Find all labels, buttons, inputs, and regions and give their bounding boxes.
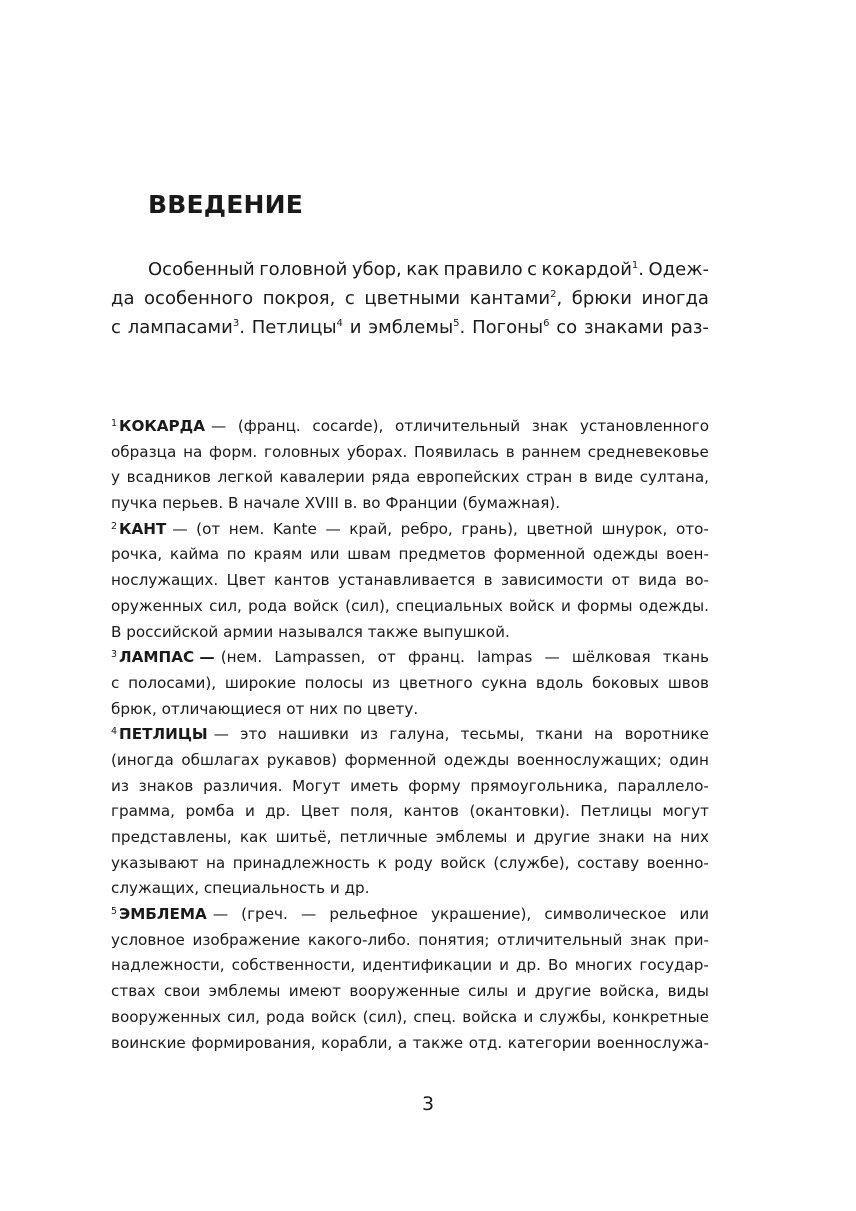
footnote-text xyxy=(221,645,709,671)
main-text-line-1 xyxy=(111,255,709,285)
footnote-word: одежды xyxy=(443,750,510,769)
footnote-word: представлены, xyxy=(111,828,232,846)
footnote-ref: 2 xyxy=(550,289,557,300)
footnote-word: категории xyxy=(507,1033,592,1052)
footnote-word: боковых xyxy=(592,673,660,692)
footnote-word: надлежности, xyxy=(111,956,225,975)
footnote-word: корабли, xyxy=(321,1033,393,1052)
footnote-word: полосами), xyxy=(128,673,217,692)
footnote-word: ромба xyxy=(185,802,235,821)
footnote-word: формирования, xyxy=(191,1033,316,1052)
word: Особенный xyxy=(148,259,255,280)
footnote-ref: 4 xyxy=(336,318,343,329)
footnote-word: форм. xyxy=(209,442,258,461)
footnote-1-line xyxy=(111,491,709,517)
word: Петлицы xyxy=(251,317,337,338)
footnote-3-line xyxy=(111,671,709,697)
footnote-text xyxy=(111,851,709,877)
footnote-word: на xyxy=(652,828,672,846)
footnote-4-line xyxy=(111,722,709,748)
footnote-word: цветного xyxy=(398,673,473,692)
footnote-2-line xyxy=(111,517,709,543)
footnote-word: Цвет xyxy=(226,571,266,590)
footnote-word: Lampassen, xyxy=(274,648,366,667)
footnote-word: кантов xyxy=(403,802,459,821)
footnote-word: вооруженных xyxy=(111,1007,222,1026)
footnote-word: на xyxy=(205,853,226,872)
footnote-word: многих xyxy=(574,956,633,975)
footnote-word: войск xyxy=(293,596,339,615)
footnote-word: или xyxy=(679,905,709,924)
footnote-word: знак xyxy=(531,417,569,435)
footnote-2-line xyxy=(111,568,709,594)
footnote-word: — xyxy=(301,905,317,924)
footnote-word: стран xyxy=(526,468,573,487)
word-with-footnote-ref xyxy=(472,313,549,343)
page-heading: ВВЕДЕНИЕ xyxy=(148,190,304,219)
footnote-word: грань), xyxy=(461,519,518,538)
word: кокардой xyxy=(541,259,632,280)
footnote-number: 3 xyxy=(111,649,118,661)
footnote-word: Появилась xyxy=(414,442,500,461)
word: Погоны xyxy=(472,317,544,338)
footnote-word: эмблемы xyxy=(208,982,281,1001)
word-with-footnote-ref xyxy=(542,255,644,285)
footnote-word: Могут xyxy=(292,776,341,795)
footnote-number: 4 xyxy=(111,726,118,738)
punctuation: , xyxy=(556,288,563,309)
footnote-number: 2 xyxy=(111,520,118,532)
footnote-word: средневековье xyxy=(587,442,709,461)
footnote-text xyxy=(111,825,709,851)
word: убор, xyxy=(351,259,402,280)
footnote-term: ЛАМПАС — xyxy=(119,648,215,667)
footnote-word: нем. xyxy=(228,519,265,538)
footnote-word: военнослужа- xyxy=(596,1033,709,1052)
footnote-word: войска, xyxy=(599,982,660,1001)
footnote-word: всадников xyxy=(126,468,211,487)
footnote-word: к xyxy=(377,853,387,872)
footnote-word: виде xyxy=(594,468,634,487)
footnote-5-line xyxy=(111,953,709,979)
footnote-word: условное xyxy=(111,930,185,949)
footnote-5-line xyxy=(111,1005,709,1031)
footnote-word: оруженных xyxy=(111,596,203,615)
footnote-word: нослужащих. xyxy=(111,571,219,590)
footnote-word: (от xyxy=(196,519,221,538)
word-with-footnote-ref xyxy=(470,284,563,314)
footnote-text xyxy=(111,774,709,800)
footnote-text xyxy=(111,440,709,466)
footnote-word: войск xyxy=(440,853,486,872)
footnote-ref: 5 xyxy=(453,318,460,329)
footnote-ref: 3 xyxy=(232,318,240,329)
footnote-4-line xyxy=(111,748,709,774)
footnote-word: франц. xyxy=(407,648,465,667)
footnote-1-line xyxy=(111,414,709,440)
word: со xyxy=(556,317,578,338)
footnote-word: из xyxy=(371,673,390,692)
footnote-word: роду xyxy=(394,853,433,872)
footnote-word: вдоль xyxy=(535,673,584,692)
footnote-word: cocarde), xyxy=(312,417,384,435)
footnote-2-line xyxy=(111,594,709,620)
footnote-word: рода xyxy=(266,1007,305,1026)
footnote-ref: 6 xyxy=(543,318,550,329)
footnote-word: силы xyxy=(468,982,509,1001)
footnote-word: формы xyxy=(577,596,633,615)
footnote-word: принадлежность xyxy=(232,853,371,872)
footnote-word: установленного xyxy=(579,417,709,435)
footnote-word: также xyxy=(412,1033,464,1052)
punctuation: . xyxy=(638,259,645,280)
footnote-word: зависимости xyxy=(500,571,604,590)
footnote-word: — xyxy=(211,417,227,435)
footnote-word: образца xyxy=(111,442,177,461)
footnote-text: В российской армии назывался также выпушкой. xyxy=(111,622,510,641)
footnote-text xyxy=(111,799,709,825)
word: с xyxy=(111,317,121,338)
word-with-footnote-ref xyxy=(128,313,245,343)
footnote-word: могут xyxy=(662,802,709,821)
footnote-word: петличные xyxy=(339,828,428,846)
footnote-text xyxy=(111,1031,709,1057)
footnote-word: нашивки xyxy=(277,725,349,744)
footnote-word: швам xyxy=(347,545,391,564)
footnote-text xyxy=(111,1005,709,1031)
footnote-word: обшлагах xyxy=(181,750,260,769)
footnote-word: них xyxy=(680,828,709,846)
footnote-3-line xyxy=(111,697,709,723)
footnote-word: имеют xyxy=(288,982,342,1001)
footnote-word: и xyxy=(516,982,527,1001)
footnote-word: и xyxy=(244,802,255,821)
footnote-word: воротнике xyxy=(624,725,709,744)
word: иногда xyxy=(641,288,709,309)
footnote-word: легкой xyxy=(217,468,273,487)
footnote-word: ряда xyxy=(371,468,411,487)
footnote-word: форменной xyxy=(344,750,437,769)
footnote-word: по xyxy=(226,545,246,564)
word: лампасами xyxy=(127,317,233,338)
footnote-word: (иногда xyxy=(111,750,174,769)
footnote-text: служащих, специальность и др. xyxy=(111,879,370,898)
word: особенного xyxy=(144,288,254,309)
footnote-word: шитьё, xyxy=(275,828,332,846)
footnote-word: государ- xyxy=(639,956,709,975)
footnote-word: европейских xyxy=(416,468,520,487)
punctuation: . xyxy=(239,317,245,338)
footnote-word: войск xyxy=(310,1007,357,1026)
footnote-word: или xyxy=(310,545,340,564)
footnote-2-line xyxy=(111,542,709,568)
footnote-text xyxy=(111,568,709,594)
footnote-5-line xyxy=(111,902,709,928)
footnote-text xyxy=(213,902,709,928)
word: эмблемы xyxy=(368,317,454,338)
footnote-word: как xyxy=(239,828,268,846)
footnote-word: военно- xyxy=(646,853,709,872)
footnote-ref: 1 xyxy=(631,260,639,271)
footnote-word: это xyxy=(240,725,267,744)
word: брюки xyxy=(571,288,632,309)
word-with-footnote-ref xyxy=(368,313,465,343)
footnote-4-line xyxy=(111,799,709,825)
footnote-5-line xyxy=(111,979,709,1005)
footnote-word: в xyxy=(483,571,493,590)
word: с xyxy=(527,259,538,280)
footnote-word: форму xyxy=(408,776,461,795)
footnote-word: (службе), xyxy=(493,853,570,872)
footnote-1-line xyxy=(111,465,709,491)
footnote-word: уборах. xyxy=(346,442,408,461)
footnote-word: рельефное xyxy=(329,905,418,924)
footnote-word: поля, xyxy=(350,802,394,821)
footnote-word: от xyxy=(611,571,630,590)
footnote-word: (франц. xyxy=(237,417,301,435)
footnote-word: — xyxy=(212,905,229,924)
word: Одеж- xyxy=(648,259,709,280)
footnote-3-line xyxy=(111,645,709,671)
footnote-word: раннем xyxy=(521,442,582,461)
word: с xyxy=(344,288,355,309)
footnote-word: воен- xyxy=(665,545,709,564)
footnote-word: кантов xyxy=(274,571,330,590)
word: да xyxy=(111,288,135,309)
footnote-term: КАНТ xyxy=(119,519,167,538)
footnote-word: и xyxy=(499,956,509,975)
footnote-word: от xyxy=(377,648,396,667)
footnote-word: в xyxy=(505,442,515,461)
footnote-word: устанавливается xyxy=(337,571,476,590)
footnote-word: (окантовки). xyxy=(469,802,570,821)
footnote-text xyxy=(111,928,709,954)
footnote-5-line xyxy=(111,928,709,954)
footnote-word: (сил), xyxy=(362,1007,408,1026)
footnote-word: параллело- xyxy=(617,776,709,795)
footnote-word: и xyxy=(523,1007,534,1026)
footnote-word: службы, xyxy=(539,1007,607,1026)
footnote-text xyxy=(111,542,709,568)
footnote-word: головных xyxy=(263,442,341,461)
footnote-word: символическое xyxy=(544,905,667,924)
footnote-text xyxy=(211,414,709,440)
footnote-word: у xyxy=(111,468,120,487)
footnote-word: предметов xyxy=(398,545,486,564)
footnote-word: кайма xyxy=(169,545,220,564)
footnote-word: из xyxy=(111,776,129,795)
footnote-word: Kante xyxy=(272,519,317,538)
footnote-word: отличительный xyxy=(394,417,521,435)
footnote-word: отд. xyxy=(468,1033,503,1052)
footnote-word: знаки xyxy=(598,828,645,846)
footnote-1-line xyxy=(111,440,709,466)
footnote-word: ото- xyxy=(675,519,709,538)
footnote-text xyxy=(111,748,709,774)
footnote-word: ствах xyxy=(111,982,156,1001)
footnote-term: ЭМБЛЕМА xyxy=(119,905,207,924)
footnote-word: (сил), xyxy=(345,596,390,615)
footnote-word: полосы xyxy=(304,673,364,692)
footnote-word: различия. xyxy=(203,776,283,795)
footnote-word: составу xyxy=(577,853,640,872)
word: цветными xyxy=(364,288,461,309)
footnote-text xyxy=(214,722,709,748)
footnote-word: (греч. xyxy=(241,905,288,924)
footnote-word: Петлицы xyxy=(580,802,652,821)
footnote-word: краям xyxy=(253,545,303,564)
footnote-word: а xyxy=(397,1033,408,1052)
footnote-word: войска xyxy=(462,1007,518,1026)
footnote-term: КОКАРДА xyxy=(119,417,205,435)
footnote-text: пучка перьев. В начале XVIII в. во Франции (бумажная). xyxy=(111,494,561,513)
footnote-word: кавалерии xyxy=(279,468,365,487)
footnote-word: lampas xyxy=(477,648,533,667)
footnote-word: султана, xyxy=(639,468,709,487)
footnote-word: вооруженные xyxy=(349,982,460,1001)
footnote-word: сукна xyxy=(481,673,528,692)
footnote-term: ПЕТЛИЦЫ xyxy=(119,725,208,744)
footnote-text xyxy=(111,671,709,697)
footnote-word: широкие xyxy=(224,673,296,692)
footnote-word: — xyxy=(544,648,560,667)
footnote-word: другие xyxy=(534,982,592,1001)
main-text-line-3 xyxy=(111,313,709,343)
footnote-word: один xyxy=(669,750,709,769)
footnote-word: спец. xyxy=(413,1007,457,1026)
footnote-word: во- xyxy=(685,571,709,590)
footnote-4-line xyxy=(111,825,709,851)
footnote-word: тесьмы, xyxy=(460,725,525,744)
footnote-2-line xyxy=(111,620,709,646)
footnote-word: ребро, xyxy=(400,519,453,538)
footnote-word: Цвет xyxy=(300,802,340,821)
footnote-word: сил, xyxy=(227,1007,260,1026)
footnote-word: какого-либо. xyxy=(307,930,411,949)
footnote-word: эмблемы xyxy=(435,828,508,846)
footnote-number: 1 xyxy=(111,418,118,429)
footnote-word: вида xyxy=(638,571,677,590)
footnote-word: идентификации xyxy=(362,956,493,975)
footnote-word: др. xyxy=(515,956,541,975)
word: и xyxy=(349,317,362,338)
footnote-word: специальных xyxy=(396,596,503,615)
main-text-line-2 xyxy=(111,284,709,314)
footnote-word: на xyxy=(183,442,203,461)
footnote-word: край, xyxy=(349,519,393,538)
footnotes xyxy=(111,414,709,1056)
word: головной xyxy=(259,259,348,280)
footnote-text xyxy=(111,465,709,491)
footnote-word: при- xyxy=(674,930,709,949)
footnote-text: брюк, отличающиеся от них по цвету. xyxy=(111,699,419,718)
footnote-word: воинские xyxy=(111,1033,186,1052)
word-with-footnote-ref xyxy=(252,313,343,343)
word: правило xyxy=(443,259,523,280)
footnote-word: отличительный xyxy=(497,930,623,949)
footnote-word: рукавов) xyxy=(266,750,338,769)
footnote-text xyxy=(172,517,709,543)
footnote-4-line xyxy=(111,876,709,902)
footnote-word: одежды. xyxy=(638,596,709,615)
punctuation: . xyxy=(459,317,466,338)
footnote-word: иметь xyxy=(350,776,399,795)
footnote-4-line xyxy=(111,774,709,800)
footnote-word: рода xyxy=(248,596,287,615)
footnote-text xyxy=(111,953,709,979)
page-number: 3 xyxy=(421,1093,435,1115)
footnote-word: знаков xyxy=(138,776,194,795)
footnote-word: собственности, xyxy=(231,956,356,975)
footnote-word: понятия; xyxy=(418,930,490,949)
footnote-word: шёлковая xyxy=(571,648,651,667)
footnote-word: и xyxy=(515,828,526,846)
footnote-word: свои xyxy=(163,982,201,1001)
word: как xyxy=(406,259,440,280)
word: раз- xyxy=(670,317,709,338)
footnote-word: прямоугольника, xyxy=(470,776,608,795)
footnote-word: галуна, xyxy=(389,725,450,744)
footnote-word: из xyxy=(360,725,379,744)
footnote-4-line xyxy=(111,851,709,877)
footnote-number: 5 xyxy=(111,906,118,918)
footnote-word: — xyxy=(172,519,188,538)
footnote-word: другие xyxy=(533,828,591,846)
footnote-word: с xyxy=(111,673,120,692)
footnote-word: в xyxy=(578,468,588,487)
footnote-word: — xyxy=(325,519,341,538)
footnote-text xyxy=(111,594,709,620)
footnote-word: цветной xyxy=(526,519,594,538)
footnote-word: грамма, xyxy=(111,802,175,821)
word: покроя, xyxy=(262,288,336,309)
footnote-word: на xyxy=(594,725,614,744)
footnote-word: военнослужащих; xyxy=(516,750,662,769)
footnote-word: виды xyxy=(667,982,709,1001)
footnote-word: др. xyxy=(265,802,291,821)
footnote-word: ткани xyxy=(535,725,583,744)
footnote-word: указывают xyxy=(111,853,199,872)
footnote-text xyxy=(111,979,709,1005)
footnote-word: сил, xyxy=(209,596,242,615)
footnote-word: конкретные xyxy=(612,1007,709,1026)
footnote-word: украшение), xyxy=(431,905,532,924)
footnote-word: одежды xyxy=(592,545,659,564)
footnote-word: швов xyxy=(667,673,709,692)
footnote-5-line xyxy=(111,1031,709,1057)
footnote-word: Во xyxy=(548,956,568,975)
footnote-word: (нем. xyxy=(220,648,263,667)
footnote-word: знак xyxy=(629,930,667,949)
footnote-word: ткань xyxy=(662,648,709,667)
footnote-word: войск xyxy=(509,596,555,615)
footnote-word: — xyxy=(213,725,229,744)
word: кантами xyxy=(469,288,551,309)
footnote-word: форменной xyxy=(493,545,586,564)
footnote-word: шнурок, xyxy=(601,519,668,538)
footnote-word: и xyxy=(561,596,571,615)
footnote-word: рочка, xyxy=(111,545,163,564)
footnote-word: изображение xyxy=(192,930,301,949)
word: знаками xyxy=(584,317,664,338)
